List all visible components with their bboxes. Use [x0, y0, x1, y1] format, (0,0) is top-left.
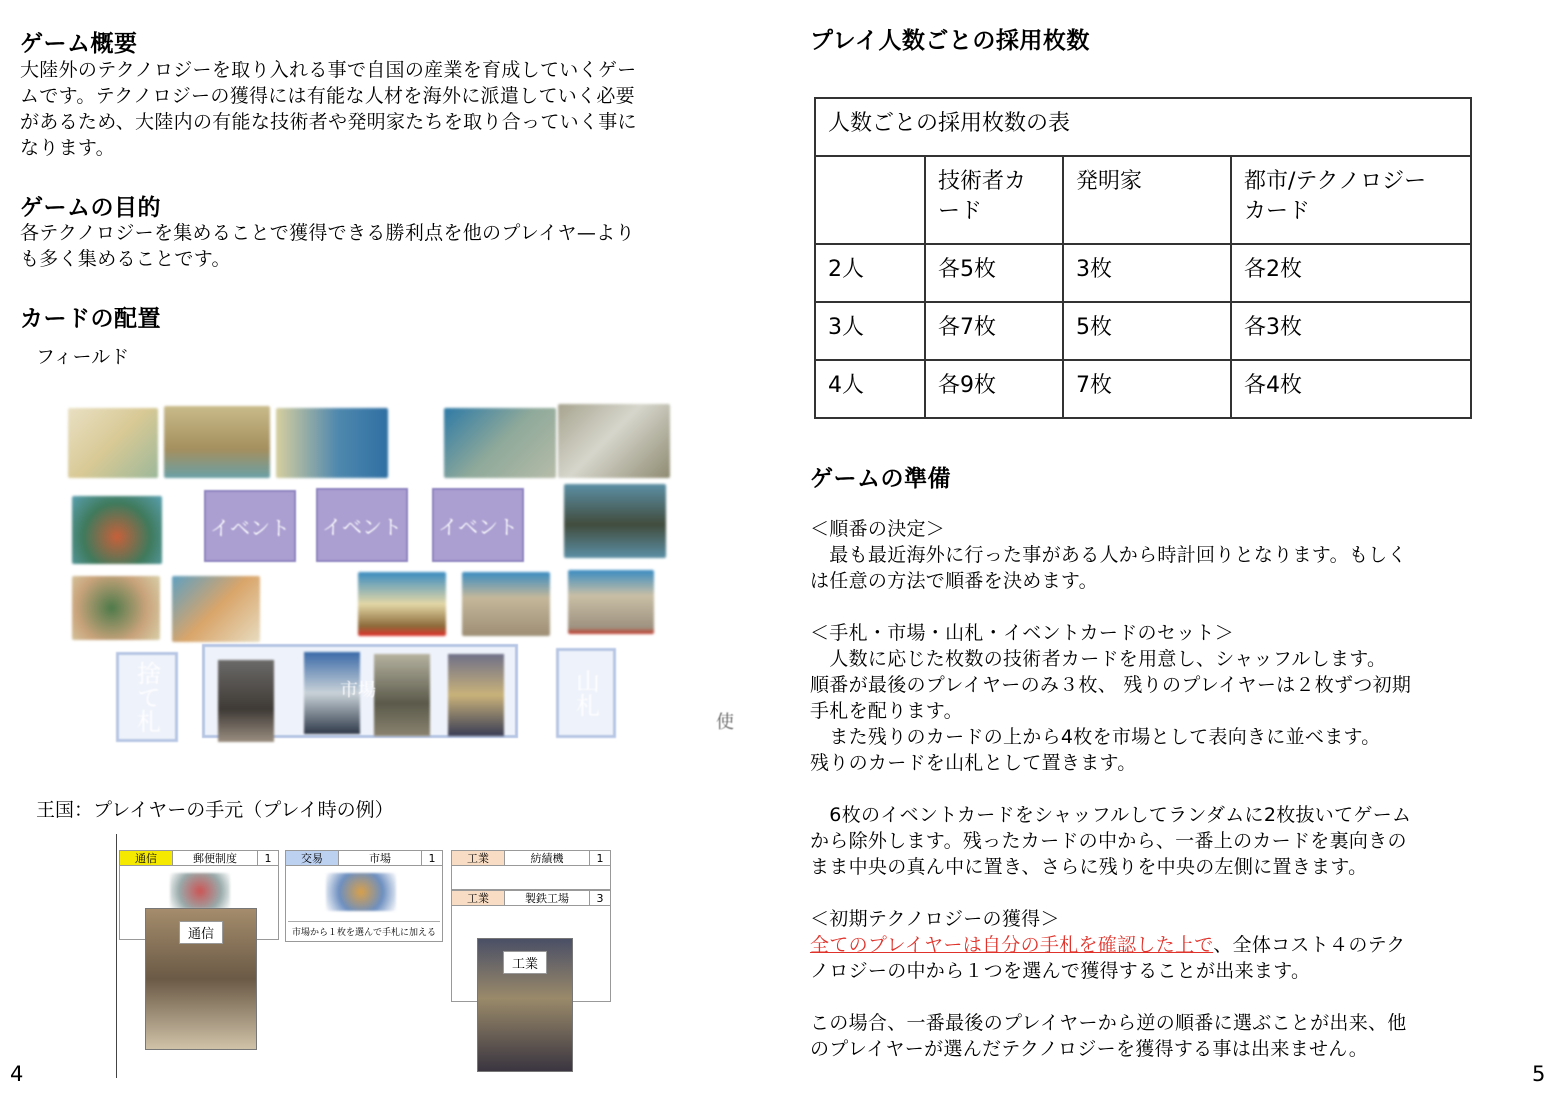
- kingdom-label: 王国：プレイヤーの手元（プレイ時の例）: [36, 799, 394, 821]
- card-description: 市場から１枚を選んで手札に加える: [288, 921, 440, 938]
- objective-title: ゲームの目的: [20, 195, 161, 221]
- character-photo: [477, 938, 573, 1072]
- tech-line: [810, 932, 1411, 958]
- card-category: 交易: [286, 851, 339, 865]
- market-card: [448, 654, 504, 736]
- card-number: 1: [596, 851, 604, 865]
- event-card: [432, 488, 524, 562]
- deck-pile: [556, 648, 616, 738]
- text-line: まま中央の真ん中に置き、さらに残りを中央の左側に置きます。: [810, 856, 1368, 878]
- map-tile: [462, 572, 550, 636]
- text-line: この場合、一番最後のプレイヤーから逆の順番に選ぶことが出来、他: [810, 1012, 1407, 1034]
- count-table: [814, 97, 1472, 419]
- cards-heading: ＜手札・市場・山札・イベントカードのセット＞: [810, 622, 1235, 644]
- setup-title: ゲームの準備: [810, 466, 951, 492]
- event-label: イベント: [322, 514, 402, 539]
- event-card: [204, 490, 296, 562]
- event-label: イベント: [438, 514, 518, 539]
- market-card: [374, 654, 430, 736]
- event-card: [316, 488, 408, 562]
- text-line: 各テクノロジーを集めることで獲得できる勝利点を他のプレイヤ—より: [20, 222, 635, 244]
- discard-pile: [116, 652, 178, 742]
- event-label: イベント: [210, 515, 290, 540]
- text-line: 6枚のイベントカードをシャッフルしてランダムに2枚抜いてゲーム: [810, 804, 1412, 826]
- page-number-left: 4: [10, 1062, 24, 1086]
- kingdom-card-3: [451, 850, 611, 890]
- field-label: フィールド: [36, 346, 130, 368]
- table-row: [815, 360, 1471, 418]
- table-cell: 3人: [815, 302, 925, 360]
- map-tile: [68, 408, 158, 478]
- card-category: 工業: [452, 851, 505, 865]
- map-tile: [164, 406, 270, 478]
- placement-title: カードの配置: [20, 306, 161, 332]
- table-cell: 各9枚: [925, 360, 1063, 418]
- table-caption-row: [815, 98, 1471, 156]
- overview-text: [20, 57, 637, 161]
- table-cell: 各7枚: [925, 302, 1063, 360]
- text-line: なります。: [20, 137, 115, 159]
- card-name: 製鉄工場: [505, 891, 590, 905]
- map-tile: [172, 576, 260, 642]
- card-number: 1: [428, 851, 436, 865]
- table-row: [815, 244, 1471, 302]
- table-header-row: [815, 156, 1471, 244]
- map-tile: [564, 484, 666, 558]
- objective-text: [20, 220, 635, 272]
- edge-char: 使: [716, 712, 734, 733]
- tech-heading: ＜初期テクノロジーの獲得＞: [810, 908, 1060, 930]
- table-cell: 5枚: [1063, 302, 1231, 360]
- text-line: があるため、大陸内の有能な技術者や発明家たちを取り合っていく事に: [20, 111, 637, 133]
- card-illustration: [326, 873, 396, 911]
- text-line: 人数に応じた枚数の技術者カードを用意し、シャッフルします。: [810, 648, 1387, 670]
- text-line: 残りのカードを山札として置きます。: [810, 752, 1137, 774]
- kingdom-card-2: [285, 850, 443, 942]
- market-card: [218, 660, 274, 742]
- map-tile: [72, 496, 162, 564]
- table-cell: 3枚: [1063, 244, 1231, 302]
- table-cell: 各3枚: [1231, 302, 1471, 360]
- card-number: 3: [596, 891, 604, 905]
- text-line: 手札を配ります。: [810, 700, 963, 722]
- map-tile: [276, 408, 388, 478]
- table-row: [815, 302, 1471, 360]
- table-cell: 2人: [815, 244, 925, 302]
- header-cell: 発明家: [1063, 156, 1231, 244]
- map-tile: [72, 576, 160, 640]
- card-category: 工業: [452, 891, 505, 905]
- order-heading: ＜順番の決定＞: [810, 518, 946, 540]
- page-number-right: 5: [1532, 1062, 1546, 1086]
- setup-text: [810, 516, 1411, 1062]
- text-line: 最も最近海外に行った事がある人から時計回りとなります。もしく: [810, 544, 1407, 566]
- card-category: 通信: [120, 851, 173, 865]
- map-tile: [558, 404, 670, 478]
- photo-tag: 通信: [179, 921, 223, 944]
- text-line: も多く集めることです。: [20, 248, 231, 270]
- kingdom-divider: [116, 834, 117, 1078]
- text-line: 順番が最後のプレイヤーのみ３枚、 残りのプレイヤーは２枚ずつ初期: [810, 674, 1412, 696]
- character-photo: [145, 908, 257, 1050]
- field-board: [60, 400, 740, 750]
- tech-emphasis: 全てのプレイヤーは自分の手札を確認した上で: [810, 934, 1214, 956]
- map-tile: [358, 572, 446, 636]
- text-line: また残りのカードの上から4枚を市場として表向きに並べます。: [810, 726, 1381, 748]
- map-tile: [444, 408, 556, 478]
- header-cell: 都市/テクノロジー カード: [1231, 156, 1471, 244]
- tech-rest: 、全体コスト４のテク: [1213, 934, 1406, 956]
- text-line: ノロジーの中から１つを選んで獲得することが出来ます。: [810, 960, 1311, 982]
- card-illustration: [170, 873, 230, 909]
- header-cell: [815, 156, 925, 244]
- count-title: プレイ人数ごとの採用枚数: [810, 28, 1090, 54]
- photo-tag: 工業: [503, 951, 547, 974]
- text-line: のプレイヤーが選んだテクノロジーを獲得する事は出来ません。: [810, 1038, 1368, 1060]
- table-cell: 各2枚: [1231, 244, 1471, 302]
- card-name: 紡績機: [505, 851, 590, 865]
- card-name: 市場: [339, 851, 422, 865]
- text-line: 大陸外のテクノロジーを取り入れる事で自国の産業を育成していくゲー: [20, 59, 637, 81]
- discard-label: 捨て札: [132, 661, 161, 733]
- table-cell: 各4枚: [1231, 360, 1471, 418]
- deck-label: 山札: [571, 669, 600, 717]
- table-cell: 各5枚: [925, 244, 1063, 302]
- text-line: ムです。テクノロジーの獲得には有能な人材を海外に派遣していく必要: [20, 85, 635, 107]
- map-tile: [568, 570, 654, 634]
- table-cell: 7枚: [1063, 360, 1231, 418]
- overview-title: ゲーム概要: [20, 31, 138, 57]
- text-line: は任意の方法で順番を決めます。: [810, 570, 1098, 592]
- card-name: 郵便制度: [173, 851, 258, 865]
- market-label: 市場: [340, 680, 376, 701]
- table-caption: 人数ごとの採用枚数の表: [815, 98, 1471, 156]
- card-number: 1: [264, 851, 272, 865]
- table-cell: 4人: [815, 360, 925, 418]
- text-line: から除外します。残ったカードの中から、一番上のカードを裏向きの: [810, 830, 1407, 852]
- header-cell: 技術者カ ード: [925, 156, 1063, 244]
